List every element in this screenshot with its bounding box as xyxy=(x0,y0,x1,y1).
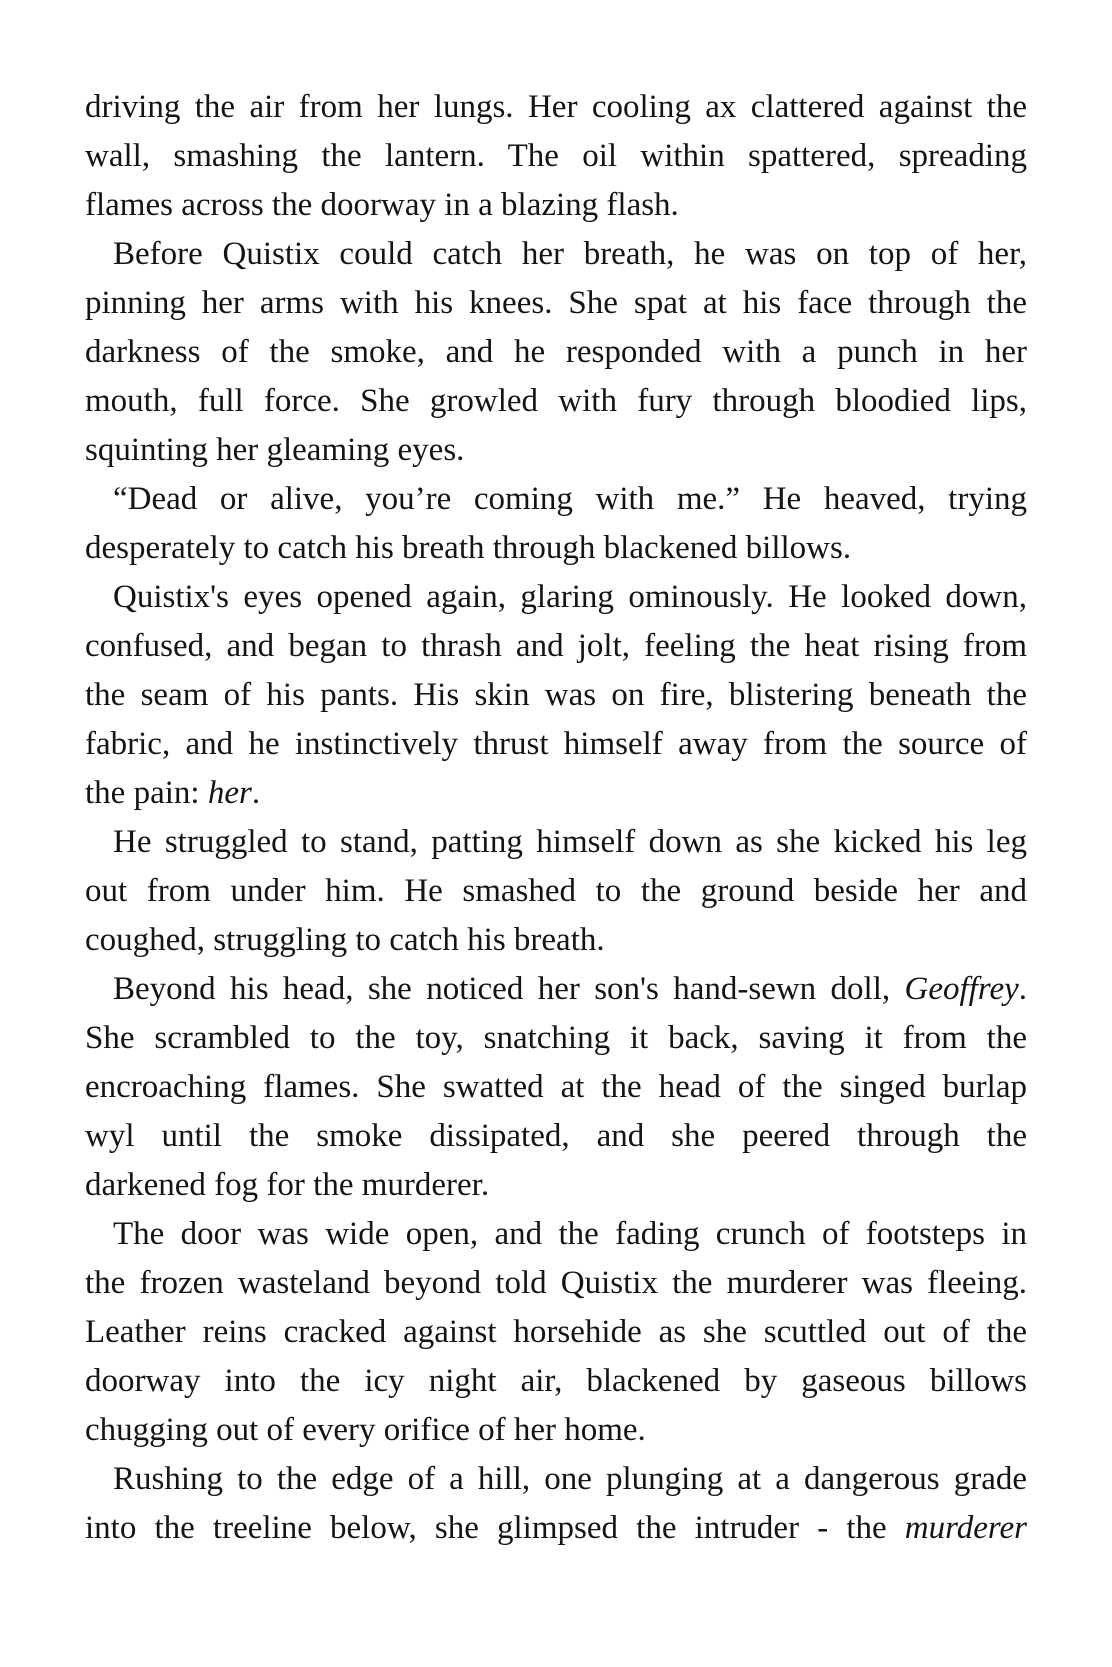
text-line: He struggled to stand, patting himself down as she kicked his leg xyxy=(113,824,1027,860)
text-line: into the treeline below, she glimpsed the intruder - the murderer xyxy=(85,1510,1027,1546)
text-line: “Dead or alive, you’re coming with me.” He heaved, trying xyxy=(113,481,1027,517)
paragraph xyxy=(85,1455,1027,1553)
text-line: squinting her gleaming eyes. xyxy=(85,432,465,468)
text-line: darkness of the smoke, and he responded with a punch in her xyxy=(85,334,1027,370)
text-line: wall, smashing the lantern. The oil within spattered, spreading xyxy=(85,138,1027,174)
text-line: Rushing to the edge of a hill, one plunging at a dangerous grade xyxy=(113,1461,1027,1497)
text-line: The door was wide open, and the fading crunch of footsteps in xyxy=(113,1216,1027,1252)
text-line: confused, and began to thrash and jolt, feeling the heat rising from xyxy=(85,628,1027,664)
text-line: encroaching flames. She swatted at the head of the singed burlap xyxy=(85,1069,1027,1105)
text-line: the seam of his pants. His skin was on fire, blistering beneath the xyxy=(85,677,1027,713)
paragraph xyxy=(85,965,1027,1210)
text-line: She scrambled to the toy, snatching it back, saving it from the xyxy=(85,1020,1027,1056)
text-line: coughed, struggling to catch his breath. xyxy=(85,922,605,958)
text-line: mouth, full force. She growled with fury through bloodied lips, xyxy=(85,383,1027,419)
paragraph xyxy=(85,818,1027,965)
text-line: Leather reins cracked against horsehide as she scuttled out of the xyxy=(85,1314,1027,1350)
text-line: Before Quistix could catch her breath, he was on top of her, xyxy=(113,236,1027,272)
text-line: desperately to catch his breath through blackened billows. xyxy=(85,530,852,566)
text-line: chugging out of every orifice of her home. xyxy=(85,1412,646,1448)
paragraph xyxy=(85,83,1027,230)
text-line: darkened fog for the murderer. xyxy=(85,1167,490,1203)
text-line: doorway into the icy night air, blackened by gaseous billows xyxy=(85,1363,1027,1399)
text-line: pinning her arms with his knees. She spat at his face through the xyxy=(85,285,1027,321)
paragraph xyxy=(85,230,1027,475)
paragraph xyxy=(85,573,1027,818)
text-line: the frozen wasteland beyond told Quistix the murderer was fleeing. xyxy=(85,1265,1027,1301)
text-line: wyl until the smoke dissipated, and she peered through the xyxy=(85,1118,1027,1154)
paragraph xyxy=(85,475,1027,573)
text-line: out from under him. He smashed to the ground beside her and xyxy=(85,873,1027,909)
page-text xyxy=(85,83,1027,1553)
text-line: fabric, and he instinctively thrust himself away from the source of xyxy=(85,726,1027,762)
paragraph xyxy=(85,1210,1027,1455)
text-line: the pain: her. xyxy=(85,775,261,811)
text-line: Quistix's eyes opened again, glaring ominously. He looked down, xyxy=(113,579,1027,615)
text-line: driving the air from her lungs. Her cooling ax clattered against the xyxy=(85,89,1027,125)
text-line: Beyond his head, she noticed her son's hand-sewn doll, Geoffrey. xyxy=(113,971,1027,1007)
text-line: flames across the doorway in a blazing flash. xyxy=(85,187,679,223)
